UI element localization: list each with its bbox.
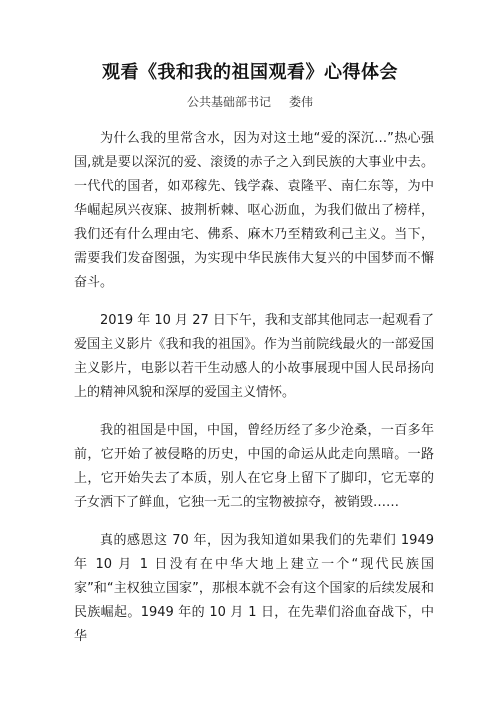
paragraph: 为什么我的里常含水，因为对这土地“爱的深沉…”热心强国,就是要以深沉的爱、滚烫的赤子之入到民族的大事业中去。一代代的国者，如邓稼先、钱学森、袁隆平、南仁东等，为中华崛起夙兴夜寐、披荆析棘、呕心沥血，为我们做出了榜样，我们还有什么理由宅、佛系、麻木乃至精致利己主义。当下，需要我们发奋图强，为实现中华民族伟大复兴的中国梦而不懈奋斗。 — [74, 131, 434, 290]
byline — [0, 93, 500, 110]
paragraph: 2019 年 10 月 27 日下午，我和支部其他同志一起观看了爱国主义影片《我和我的祖国》。作为当前院线最火的一部爱国主义影片，电影以若干生动感人的小故事展现中国人民昂扬向上的精神风貌和深厚的爱国主义情怀。 — [74, 313, 434, 400]
document-title: 观看《我和我的祖国观看》心得体会 — [102, 62, 398, 83]
paragraph: 真的感恩这 70 年，因为我知道如果我们的先辈们 1949 年 10 月 1 日没有在中华大地上建立一个“现代民族国家”和“主权独立国家”，那根本就不会有这个国家的后续发展和民族崛起。1949 年的 10 月 1 日，在先辈们浴血奋战下，中华 — [74, 533, 434, 644]
paragraph: 我的祖国是中国，中国，曾经历经了多少沧桑，一百多年前，它开始了被侵略的历史，中国的命运从此走向黑暗。一路上，它开始失去了本质，别人在它身上留下了脚印，它无辜的子女洒下了鲜血，它独一无二的宝物被掠夺，被销毁…… — [74, 423, 434, 510]
document-body — [74, 127, 434, 663]
author-name: 娄伟 — [289, 95, 314, 109]
author-role: 公共基础部书记 — [186, 95, 271, 109]
